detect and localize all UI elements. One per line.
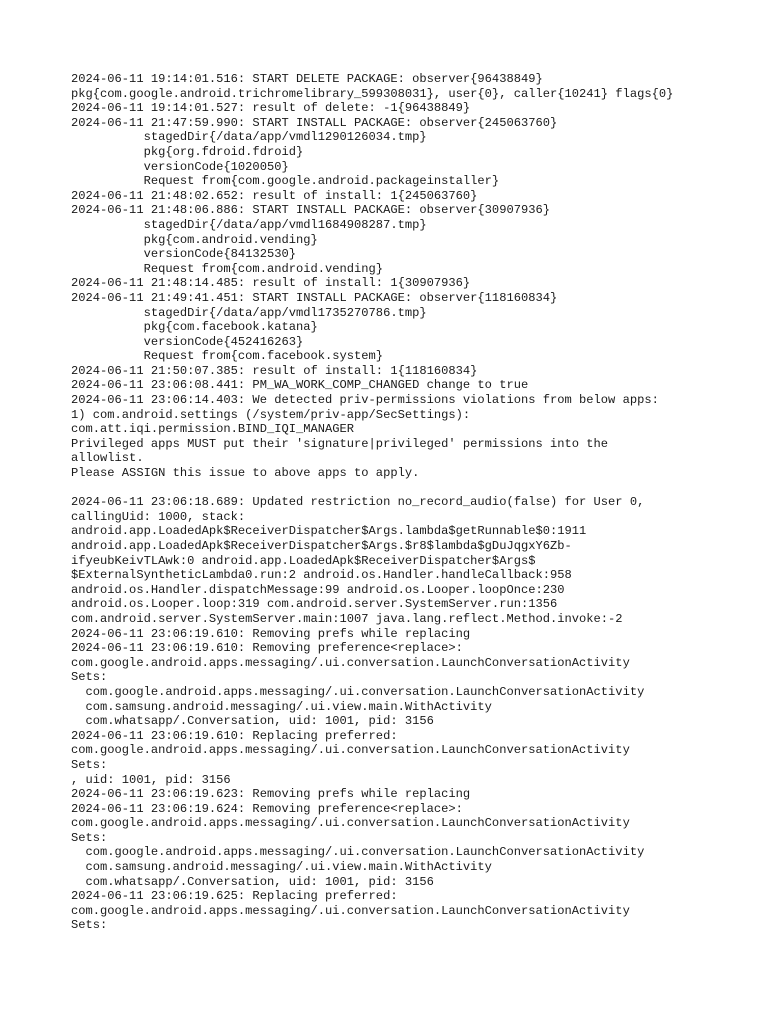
- log-line: stagedDir{/data/app/vmdl1290126034.tmp}: [71, 130, 427, 145]
- log-line: com.google.android.apps.messaging/.ui.conversation.LaunchConversationActivity: [71, 684, 645, 699]
- log-line: stagedDir{/data/app/vmdl1735270786.tmp}: [71, 305, 427, 320]
- log-line: com.google.android.apps.messaging/.ui.conversation.LaunchConversationActivity: [71, 743, 630, 758]
- log-line: 2024-06-11 23:06:19.625: Replacing preferred:: [71, 889, 398, 904]
- log-line: 2024-06-11 23:06:18.689: Updated restriction no_record_audio(false) for User 0,: [71, 495, 645, 510]
- log-line: Sets:: [71, 918, 108, 933]
- log-document: [71, 72, 701, 933]
- log-line: pkg{com.facebook.katana}: [71, 320, 318, 335]
- log-line: Request from{com.android.vending}: [71, 261, 384, 276]
- log-line: 2024-06-11 19:14:01.527: result of delete: -1{96438849}: [71, 101, 471, 116]
- log-line: 2024-06-11 21:48:14.485: result of install: 1{30907936}: [71, 276, 471, 291]
- log-line: com.whatsapp/.Conversation, uid: 1001, pid: 3156: [71, 714, 434, 729]
- log-line: ifyeubKeivTLAwk:0 android.app.LoadedApk$ReceiverDispatcher$Args$: [71, 553, 536, 568]
- log-line: android.os.Looper.loop:319 com.android.server.SystemServer.run:1356: [71, 597, 558, 612]
- log-line: pkg{org.fdroid.fdroid}: [71, 144, 304, 159]
- log-line: $ExternalSyntheticLambda0.run:2 android.os.Handler.handleCallback:958: [71, 568, 572, 583]
- log-line: com.google.android.apps.messaging/.ui.conversation.LaunchConversationActivity: [71, 655, 630, 670]
- log-line: 2024-06-11 23:06:19.623: Removing prefs while replacing: [71, 787, 471, 802]
- log-line: 2024-06-11 23:06:19.610: Removing preference<replace>:: [71, 641, 463, 656]
- log-line: 2024-06-11 21:48:02.652: result of install: 1{245063760}: [71, 188, 478, 203]
- log-line: com.google.android.apps.messaging/.ui.conversation.LaunchConversationActivity: [71, 903, 630, 918]
- log-line: Sets:: [71, 830, 108, 845]
- log-line: 2024-06-11 23:06:19.624: Removing preference<replace>:: [71, 801, 463, 816]
- log-line: allowlist.: [71, 451, 144, 466]
- log-line: stagedDir{/data/app/vmdl1684908287.tmp}: [71, 217, 427, 232]
- log-line: com.google.android.apps.messaging/.ui.conversation.LaunchConversationActivity: [71, 845, 645, 860]
- log-line: 2024-06-11 23:06:19.610: Removing prefs while replacing: [71, 626, 471, 641]
- log-line: 2024-06-11 21:47:59.990: START INSTALL PACKAGE: observer{245063760}: [71, 115, 558, 130]
- log-line: versionCode{84132530}: [71, 247, 296, 262]
- log-line: Please ASSIGN this issue to above apps to apply.: [71, 466, 420, 481]
- log-line: 2024-06-11 21:50:07.385: result of install: 1{118160834}: [71, 363, 478, 378]
- log-line: com.att.iqi.permission.BIND_IQI_MANAGER: [71, 422, 355, 437]
- log-line: com.android.server.SystemServer.main:1007 java.lang.reflect.Method.invoke:-2: [71, 611, 623, 626]
- log-line: Privileged apps MUST put their 'signature|privileged' permissions into the: [71, 436, 609, 451]
- log-line: Request from{com.facebook.system}: [71, 349, 384, 364]
- log-line: com.samsung.android.messaging/.ui.view.main.WithActivity: [71, 699, 492, 714]
- log-line: pkg{com.google.android.trichromelibrary_599308031}, user{0}, caller{10241} flags{0}: [71, 86, 674, 101]
- log-line: callingUid: 1000, stack:: [71, 509, 246, 524]
- log-line: com.google.android.apps.messaging/.ui.conversation.LaunchConversationActivity: [71, 816, 630, 831]
- log-line: 2024-06-11 23:06:14.403: We detected priv-permissions violations from below apps:: [71, 393, 659, 408]
- log-line: 2024-06-11 23:06:08.441: PM_WA_WORK_COMP_CHANGED change to true: [71, 378, 529, 393]
- blank-line: [71, 481, 701, 496]
- log-line: 2024-06-11 23:06:19.610: Replacing preferred:: [71, 728, 398, 743]
- log-line: 2024-06-11 21:49:41.451: START INSTALL PACKAGE: observer{118160834}: [71, 290, 558, 305]
- log-line: com.samsung.android.messaging/.ui.view.main.WithActivity: [71, 860, 492, 875]
- log-line: versionCode{1020050}: [71, 159, 289, 174]
- log-line: android.app.LoadedApk$ReceiverDispatcher$Args.lambda$getRunnable$0:1911: [71, 524, 587, 539]
- log-line: com.whatsapp/.Conversation, uid: 1001, pid: 3156: [71, 874, 434, 889]
- log-line: Sets:: [71, 757, 108, 772]
- log-line: Request from{com.google.android.packageinstaller}: [71, 174, 500, 189]
- log-line: android.app.LoadedApk$ReceiverDispatcher$Args.$r8$lambda$gDuJqgxY6Zb-: [71, 539, 572, 553]
- log-line: android.os.Handler.dispatchMessage:99 android.os.Looper.loopOnce:230: [71, 582, 565, 597]
- log-line: Sets:: [71, 670, 108, 685]
- log-line: versionCode{452416263}: [71, 334, 304, 349]
- log-line: 1) com.android.settings (/system/priv-app/SecSettings):: [71, 407, 471, 422]
- log-line: 2024-06-11 19:14:01.516: START DELETE PACKAGE: observer{96438849}: [71, 72, 543, 86]
- log-line: pkg{com.android.vending}: [71, 232, 318, 247]
- log-line: , uid: 1001, pid: 3156: [71, 772, 231, 787]
- log-line: 2024-06-11 21:48:06.886: START INSTALL PACKAGE: observer{30907936}: [71, 203, 550, 218]
